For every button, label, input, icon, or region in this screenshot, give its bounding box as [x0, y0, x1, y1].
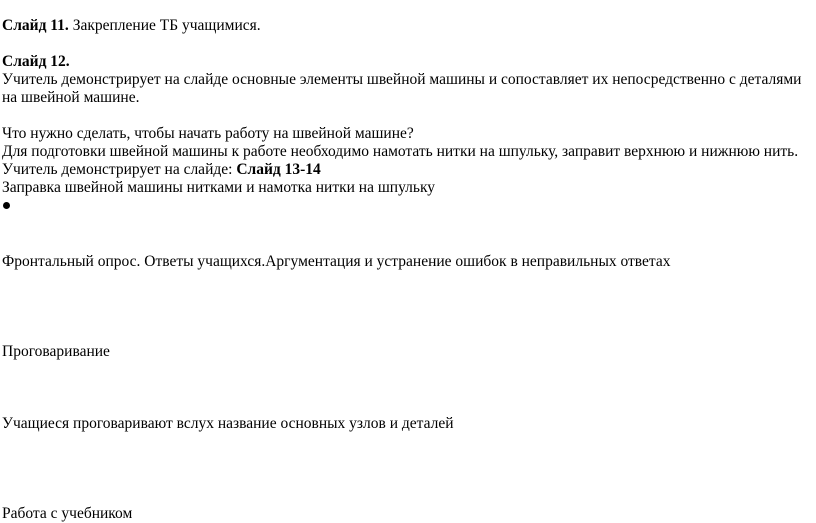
- answer-text: Для подготовки швейной машины к работе необходимо намотать нитки на шпульку, заправит верхнюю и нижнюю нить.: [2, 143, 799, 160]
- textbook-heading: Работа с учебником: [2, 505, 133, 522]
- survey-text: Фронтальный опрос. Ответы учащихся.Аргументация и устранение ошибок в неправильных ответах: [2, 253, 671, 270]
- slide-11-label: Слайд 11.: [2, 17, 69, 34]
- speaking-heading: Проговаривание: [2, 343, 110, 360]
- question-text: Что нужно сделать, чтобы начать работу на швейной машине?: [2, 125, 414, 142]
- slide-12-text-line1: Учитель демонстрирует на слайде основные элементы швейной машины и сопоставляет их непосредственно с деталями: [2, 71, 802, 88]
- bullet-marker: [3, 202, 10, 209]
- threading-text: Заправка швейной машины нитками и намотка нитки на шпульку: [2, 179, 436, 196]
- demo-prefix: Учитель демонстрирует на слайде:: [2, 161, 237, 178]
- slide-11-line: [2, 17, 261, 35]
- students-text: Учащиеся проговаривают вслух название основных узлов и деталей: [2, 415, 454, 432]
- slide-11-text: Закрепление ТБ учащимися.: [68, 17, 261, 34]
- slide-12-text-line2: на швейной машине.: [2, 89, 140, 106]
- slide-12-label: Слайд 12.: [2, 53, 70, 70]
- demo-line: [2, 161, 321, 179]
- demo-slides: Слайд 13-14: [236, 161, 321, 178]
